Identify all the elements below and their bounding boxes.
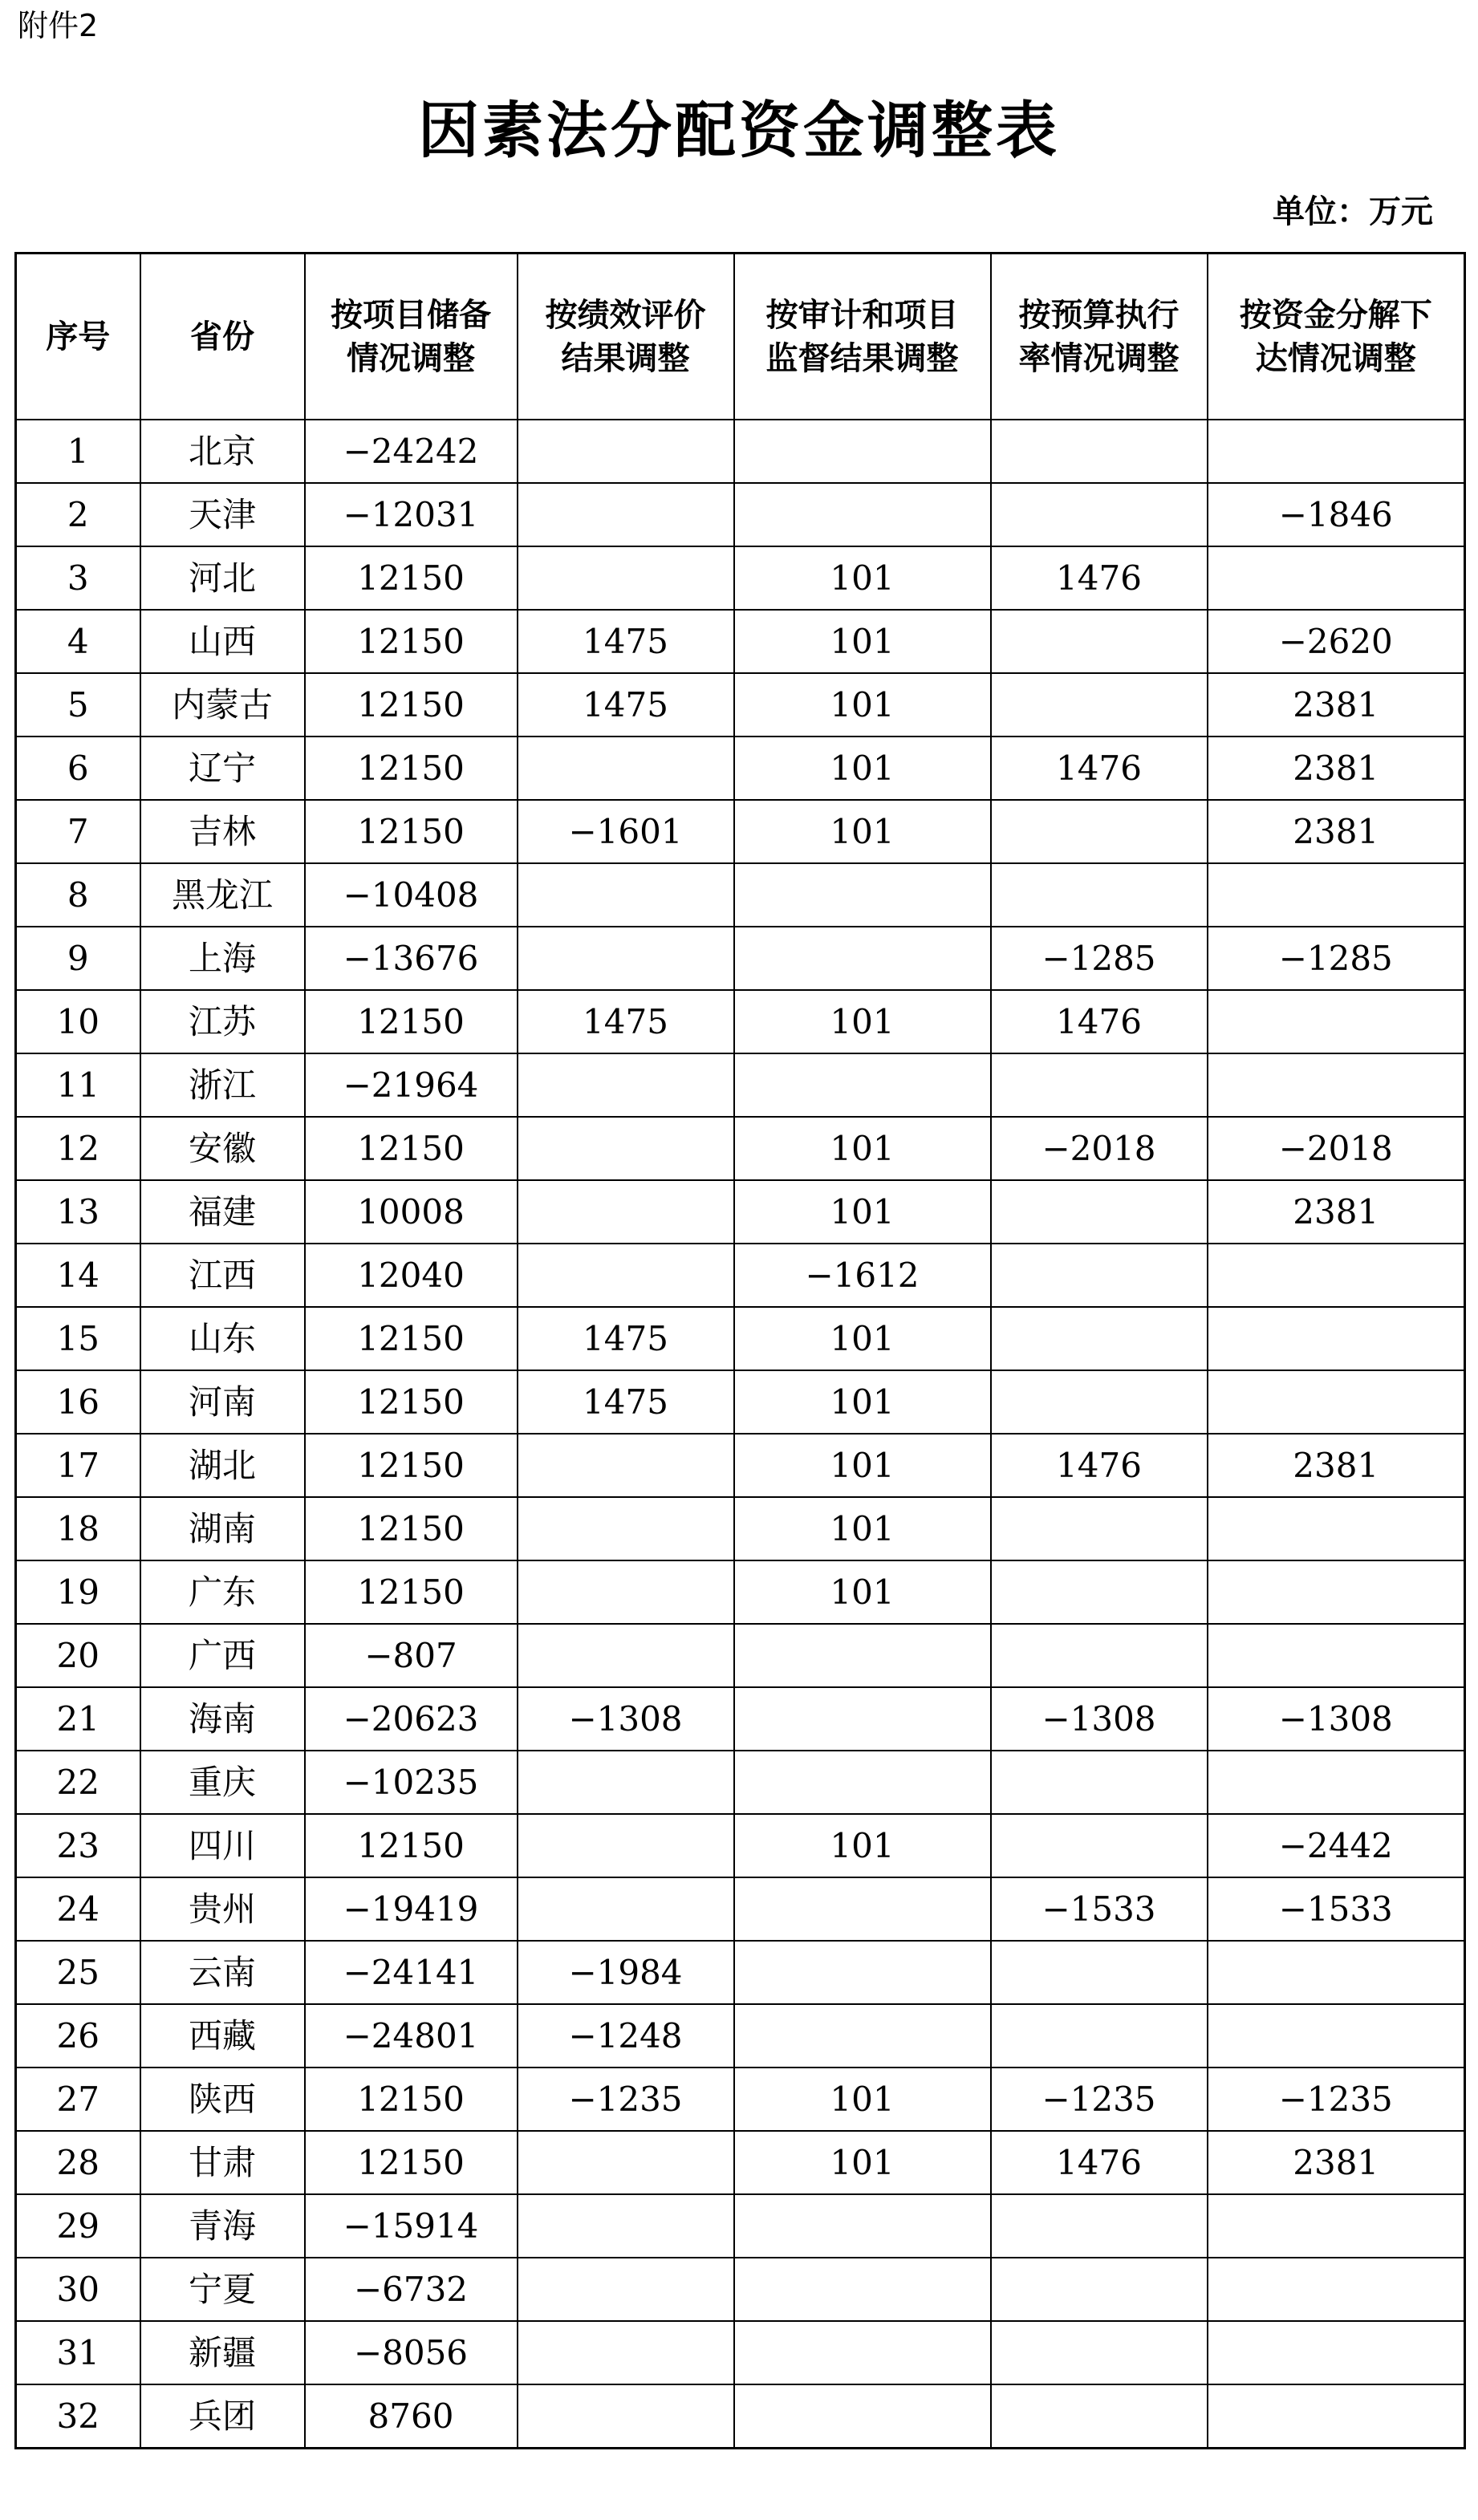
cell-province: 内蒙古 <box>140 673 305 737</box>
cell-index: 19 <box>16 1560 140 1624</box>
cell-project-reserve: −10235 <box>305 1751 518 1814</box>
cell-budget-execution <box>991 2384 1208 2449</box>
cell-performance <box>518 2131 734 2194</box>
cell-project-reserve: 12150 <box>305 1307 518 1370</box>
cell-index: 27 <box>16 2068 140 2131</box>
table-row <box>16 863 1465 927</box>
cell-audit: 101 <box>734 990 991 1053</box>
cell-budget-execution <box>991 2004 1208 2068</box>
cell-fund-allocation: −1235 <box>1208 2068 1465 2131</box>
cell-province: 江苏 <box>140 990 305 1053</box>
cell-index: 7 <box>16 800 140 863</box>
cell-audit: 101 <box>734 610 991 673</box>
cell-fund-allocation <box>1208 2384 1465 2449</box>
cell-performance <box>518 737 734 800</box>
cell-project-reserve: 12150 <box>305 1434 518 1497</box>
cell-budget-execution <box>991 673 1208 737</box>
cell-index: 3 <box>16 546 140 610</box>
table-row <box>16 1434 1465 1497</box>
cell-fund-allocation <box>1208 1244 1465 1307</box>
cell-budget-execution <box>991 1497 1208 1560</box>
cell-province: 兵团 <box>140 2384 305 2449</box>
cell-audit <box>734 420 991 483</box>
cell-fund-allocation <box>1208 1053 1465 1117</box>
header-line-2: 达情况调整 <box>1255 339 1416 377</box>
cell-audit: 101 <box>734 1370 991 1434</box>
cell-fund-allocation <box>1208 546 1465 610</box>
cell-province: 宁夏 <box>140 2258 305 2321</box>
cell-fund-allocation: 2381 <box>1208 737 1465 800</box>
cell-index: 16 <box>16 1370 140 1434</box>
cell-province: 北京 <box>140 420 305 483</box>
cell-province: 山东 <box>140 1307 305 1370</box>
header-line-2: 结果调整 <box>561 339 690 377</box>
cell-fund-allocation <box>1208 1560 1465 1624</box>
cell-fund-allocation: 2381 <box>1208 1434 1465 1497</box>
cell-province: 青海 <box>140 2194 305 2258</box>
cell-budget-execution: 1476 <box>991 2131 1208 2194</box>
cell-index: 30 <box>16 2258 140 2321</box>
cell-audit: 101 <box>734 546 991 610</box>
cell-performance: −1235 <box>518 2068 734 2131</box>
cell-audit: 101 <box>734 1307 991 1370</box>
cell-index: 13 <box>16 1180 140 1244</box>
cell-budget-execution: 1476 <box>991 990 1208 1053</box>
cell-fund-allocation <box>1208 1307 1465 1370</box>
cell-province: 四川 <box>140 1814 305 1877</box>
table-row <box>16 1117 1465 1180</box>
cell-performance <box>518 863 734 927</box>
table-row <box>16 673 1465 737</box>
header-line-1: 省份 <box>190 318 254 355</box>
col-header-budget-execution <box>991 254 1208 420</box>
cell-project-reserve: 12150 <box>305 2131 518 2194</box>
table-row <box>16 420 1465 483</box>
cell-budget-execution: −1285 <box>991 927 1208 990</box>
cell-index: 22 <box>16 1751 140 1814</box>
page-title: 因素法分配资金调整表 <box>418 95 1060 166</box>
cell-audit: 101 <box>734 1434 991 1497</box>
cell-project-reserve: 8760 <box>305 2384 518 2449</box>
cell-performance: −1984 <box>518 1941 734 2004</box>
table-row <box>16 2068 1465 2131</box>
cell-project-reserve: 12150 <box>305 1560 518 1624</box>
cell-project-reserve: −807 <box>305 1624 518 1687</box>
cell-budget-execution: 1476 <box>991 1434 1208 1497</box>
cell-fund-allocation: 2381 <box>1208 673 1465 737</box>
cell-project-reserve: −24141 <box>305 1941 518 2004</box>
table-row <box>16 1814 1465 1877</box>
cell-performance: −1308 <box>518 1687 734 1751</box>
cell-fund-allocation <box>1208 990 1465 1053</box>
cell-performance: 1475 <box>518 990 734 1053</box>
cell-fund-allocation: −1846 <box>1208 483 1465 546</box>
cell-index: 18 <box>16 1497 140 1560</box>
header-row <box>16 254 1465 420</box>
cell-project-reserve: 12150 <box>305 1117 518 1180</box>
cell-project-reserve: 12150 <box>305 990 518 1053</box>
cell-fund-allocation <box>1208 1624 1465 1687</box>
cell-audit <box>734 1053 991 1117</box>
cell-audit <box>734 483 991 546</box>
col-header-fund-allocation <box>1208 254 1465 420</box>
cell-budget-execution <box>991 2194 1208 2258</box>
cell-performance: 1475 <box>518 673 734 737</box>
header-line-1: 按绩效评价 <box>545 296 706 334</box>
cell-audit <box>734 1877 991 1941</box>
col-header-audit <box>734 254 991 420</box>
cell-fund-allocation: −2018 <box>1208 1117 1465 1180</box>
cell-performance <box>518 2258 734 2321</box>
cell-fund-allocation <box>1208 1941 1465 2004</box>
cell-fund-allocation <box>1208 863 1465 927</box>
cell-audit <box>734 2384 991 2449</box>
cell-project-reserve: −8056 <box>305 2321 518 2384</box>
cell-audit: 101 <box>734 1814 991 1877</box>
table-row <box>16 546 1465 610</box>
cell-province: 甘肃 <box>140 2131 305 2194</box>
cell-performance <box>518 1560 734 1624</box>
cell-fund-allocation <box>1208 1751 1465 1814</box>
cell-performance <box>518 1497 734 1560</box>
cell-province: 黑龙江 <box>140 863 305 927</box>
cell-index: 32 <box>16 2384 140 2449</box>
cell-project-reserve: 12150 <box>305 673 518 737</box>
cell-project-reserve: −19419 <box>305 1877 518 1941</box>
table-row <box>16 2321 1465 2384</box>
cell-performance: 1475 <box>518 1307 734 1370</box>
cell-performance <box>518 483 734 546</box>
cell-province: 新疆 <box>140 2321 305 2384</box>
cell-project-reserve: −21964 <box>305 1053 518 1117</box>
cell-fund-allocation: −1308 <box>1208 1687 1465 1751</box>
cell-project-reserve: −24801 <box>305 2004 518 2068</box>
cell-budget-execution <box>991 1244 1208 1307</box>
unit-label: 单位：万元 <box>1273 193 1433 230</box>
header-line-2: 率情况调整 <box>1018 339 1180 377</box>
cell-performance: −1248 <box>518 2004 734 2068</box>
cell-audit <box>734 1941 991 2004</box>
cell-budget-execution <box>991 2321 1208 2384</box>
table-body <box>16 420 1465 2449</box>
table-row <box>16 800 1465 863</box>
cell-project-reserve: −10408 <box>305 863 518 927</box>
cell-budget-execution <box>991 800 1208 863</box>
table-row <box>16 2258 1465 2321</box>
cell-budget-execution <box>991 1370 1208 1434</box>
col-header-project-reserve <box>305 254 518 420</box>
cell-audit: 101 <box>734 1180 991 1244</box>
table-row <box>16 2004 1465 2068</box>
cell-index: 31 <box>16 2321 140 2384</box>
table-row <box>16 2131 1465 2194</box>
table-row <box>16 1180 1465 1244</box>
cell-budget-execution: −1308 <box>991 1687 1208 1751</box>
header-line-1: 序号 <box>46 318 111 355</box>
cell-province: 河南 <box>140 1370 305 1434</box>
header-line-2: 情况调整 <box>347 339 475 377</box>
cell-project-reserve: 12150 <box>305 610 518 673</box>
table-row <box>16 1370 1465 1434</box>
cell-performance <box>518 2321 734 2384</box>
cell-project-reserve: −15914 <box>305 2194 518 2258</box>
cell-budget-execution: 1476 <box>991 737 1208 800</box>
cell-audit <box>734 2258 991 2321</box>
cell-budget-execution <box>991 1624 1208 1687</box>
table-row <box>16 610 1465 673</box>
cell-audit <box>734 1624 991 1687</box>
cell-budget-execution: −1533 <box>991 1877 1208 1941</box>
cell-fund-allocation <box>1208 2258 1465 2321</box>
header-line-2: 监督结果调整 <box>765 339 959 377</box>
cell-province: 海南 <box>140 1687 305 1751</box>
cell-index: 8 <box>16 863 140 927</box>
cell-province: 吉林 <box>140 800 305 863</box>
cell-performance <box>518 1117 734 1180</box>
cell-province: 重庆 <box>140 1751 305 1814</box>
table-row <box>16 927 1465 990</box>
cell-index: 6 <box>16 737 140 800</box>
col-header-index <box>16 254 140 420</box>
cell-performance <box>518 2384 734 2449</box>
cell-performance <box>518 1814 734 1877</box>
cell-performance <box>518 927 734 990</box>
cell-project-reserve: −6732 <box>305 2258 518 2321</box>
cell-fund-allocation <box>1208 1370 1465 1434</box>
cell-fund-allocation <box>1208 2321 1465 2384</box>
cell-province: 江西 <box>140 1244 305 1307</box>
cell-fund-allocation <box>1208 1497 1465 1560</box>
cell-index: 4 <box>16 610 140 673</box>
cell-project-reserve: −24242 <box>305 420 518 483</box>
cell-province: 贵州 <box>140 1877 305 1941</box>
cell-index: 5 <box>16 673 140 737</box>
cell-audit: 101 <box>734 1560 991 1624</box>
cell-province: 天津 <box>140 483 305 546</box>
cell-performance <box>518 1877 734 1941</box>
table-row <box>16 1053 1465 1117</box>
cell-project-reserve: 12150 <box>305 1370 518 1434</box>
table-row <box>16 1497 1465 1560</box>
cell-project-reserve: 10008 <box>305 1180 518 1244</box>
cell-budget-execution <box>991 1053 1208 1117</box>
cell-index: 1 <box>16 420 140 483</box>
col-header-performance <box>518 254 734 420</box>
cell-fund-allocation: 2381 <box>1208 2131 1465 2194</box>
cell-fund-allocation <box>1208 2004 1465 2068</box>
cell-budget-execution <box>991 1560 1208 1624</box>
cell-index: 26 <box>16 2004 140 2068</box>
cell-project-reserve: −20623 <box>305 1687 518 1751</box>
cell-budget-execution <box>991 483 1208 546</box>
cell-audit: 101 <box>734 2068 991 2131</box>
cell-fund-allocation: −1533 <box>1208 1877 1465 1941</box>
cell-index: 2 <box>16 483 140 546</box>
cell-audit <box>734 2194 991 2258</box>
table-row <box>16 1687 1465 1751</box>
cell-project-reserve: −12031 <box>305 483 518 546</box>
cell-index: 14 <box>16 1244 140 1307</box>
cell-index: 24 <box>16 1877 140 1941</box>
header-line-1: 按预算执行 <box>1018 296 1180 334</box>
cell-performance <box>518 1434 734 1497</box>
cell-fund-allocation: −2620 <box>1208 610 1465 673</box>
table-row <box>16 1624 1465 1687</box>
cell-project-reserve: 12150 <box>305 2068 518 2131</box>
cell-audit <box>734 927 991 990</box>
cell-audit: 101 <box>734 737 991 800</box>
header-line-1: 按资金分解下 <box>1239 296 1432 334</box>
cell-budget-execution <box>991 863 1208 927</box>
cell-index: 17 <box>16 1434 140 1497</box>
cell-performance: 1475 <box>518 1370 734 1434</box>
col-header-province <box>140 254 305 420</box>
cell-audit: −1612 <box>734 1244 991 1307</box>
cell-performance <box>518 420 734 483</box>
attachment-label: 附件2 <box>18 8 99 43</box>
cell-performance: −1601 <box>518 800 734 863</box>
table-row <box>16 483 1465 546</box>
cell-province: 陕西 <box>140 2068 305 2131</box>
cell-performance <box>518 1624 734 1687</box>
table-row <box>16 1751 1465 1814</box>
cell-index: 25 <box>16 1941 140 2004</box>
cell-performance <box>518 1244 734 1307</box>
table-row <box>16 2194 1465 2258</box>
cell-project-reserve: 12150 <box>305 737 518 800</box>
cell-budget-execution: −2018 <box>991 1117 1208 1180</box>
cell-audit: 101 <box>734 1117 991 1180</box>
cell-performance <box>518 1180 734 1244</box>
header-line-1: 按项目储备 <box>331 296 491 334</box>
cell-province: 浙江 <box>140 1053 305 1117</box>
cell-audit <box>734 2321 991 2384</box>
cell-province: 湖北 <box>140 1434 305 1497</box>
cell-province: 辽宁 <box>140 737 305 800</box>
cell-performance <box>518 2194 734 2258</box>
table-row <box>16 1560 1465 1624</box>
cell-audit: 101 <box>734 800 991 863</box>
cell-project-reserve: 12150 <box>305 1497 518 1560</box>
cell-audit <box>734 1687 991 1751</box>
cell-budget-execution <box>991 2258 1208 2321</box>
cell-province: 广东 <box>140 1560 305 1624</box>
cell-fund-allocation: −2442 <box>1208 1814 1465 1877</box>
cell-index: 11 <box>16 1053 140 1117</box>
cell-budget-execution <box>991 1751 1208 1814</box>
cell-audit: 101 <box>734 1497 991 1560</box>
table-row <box>16 737 1465 800</box>
cell-index: 20 <box>16 1624 140 1687</box>
cell-fund-allocation <box>1208 420 1465 483</box>
table-row <box>16 1941 1465 2004</box>
cell-audit <box>734 1751 991 1814</box>
table-row <box>16 1244 1465 1307</box>
cell-audit: 101 <box>734 2131 991 2194</box>
cell-performance <box>518 1751 734 1814</box>
cell-province: 山西 <box>140 610 305 673</box>
cell-performance <box>518 546 734 610</box>
cell-project-reserve: −13676 <box>305 927 518 990</box>
cell-budget-execution <box>991 1180 1208 1244</box>
cell-performance: 1475 <box>518 610 734 673</box>
cell-audit <box>734 863 991 927</box>
cell-index: 12 <box>16 1117 140 1180</box>
cell-performance <box>518 1053 734 1117</box>
table-row <box>16 1307 1465 1370</box>
cell-index: 28 <box>16 2131 140 2194</box>
cell-fund-allocation <box>1208 2194 1465 2258</box>
cell-province: 广西 <box>140 1624 305 1687</box>
cell-audit <box>734 2004 991 2068</box>
cell-province: 安徽 <box>140 1117 305 1180</box>
cell-province: 河北 <box>140 546 305 610</box>
cell-budget-execution <box>991 1941 1208 2004</box>
cell-index: 10 <box>16 990 140 1053</box>
cell-project-reserve: 12150 <box>305 800 518 863</box>
cell-project-reserve: 12150 <box>305 1814 518 1877</box>
cell-index: 21 <box>16 1687 140 1751</box>
table-row <box>16 1877 1465 1941</box>
cell-province: 上海 <box>140 927 305 990</box>
cell-budget-execution: −1235 <box>991 2068 1208 2131</box>
cell-index: 23 <box>16 1814 140 1877</box>
cell-fund-allocation: 2381 <box>1208 800 1465 863</box>
cell-province: 湖南 <box>140 1497 305 1560</box>
allocation-adjustment-table <box>14 252 1466 2449</box>
cell-project-reserve: 12150 <box>305 546 518 610</box>
cell-budget-execution <box>991 1814 1208 1877</box>
cell-budget-execution: 1476 <box>991 546 1208 610</box>
table-row <box>16 2384 1465 2449</box>
cell-index: 29 <box>16 2194 140 2258</box>
cell-budget-execution <box>991 420 1208 483</box>
cell-province: 福建 <box>140 1180 305 1244</box>
cell-budget-execution <box>991 1307 1208 1370</box>
cell-index: 9 <box>16 927 140 990</box>
cell-audit: 101 <box>734 673 991 737</box>
cell-province: 云南 <box>140 1941 305 2004</box>
cell-index: 15 <box>16 1307 140 1370</box>
cell-fund-allocation: −1285 <box>1208 927 1465 990</box>
header-line-1: 按审计和项目 <box>765 296 959 334</box>
cell-province: 西藏 <box>140 2004 305 2068</box>
cell-budget-execution <box>991 610 1208 673</box>
table-row <box>16 990 1465 1053</box>
cell-fund-allocation: 2381 <box>1208 1180 1465 1244</box>
cell-project-reserve: 12040 <box>305 1244 518 1307</box>
